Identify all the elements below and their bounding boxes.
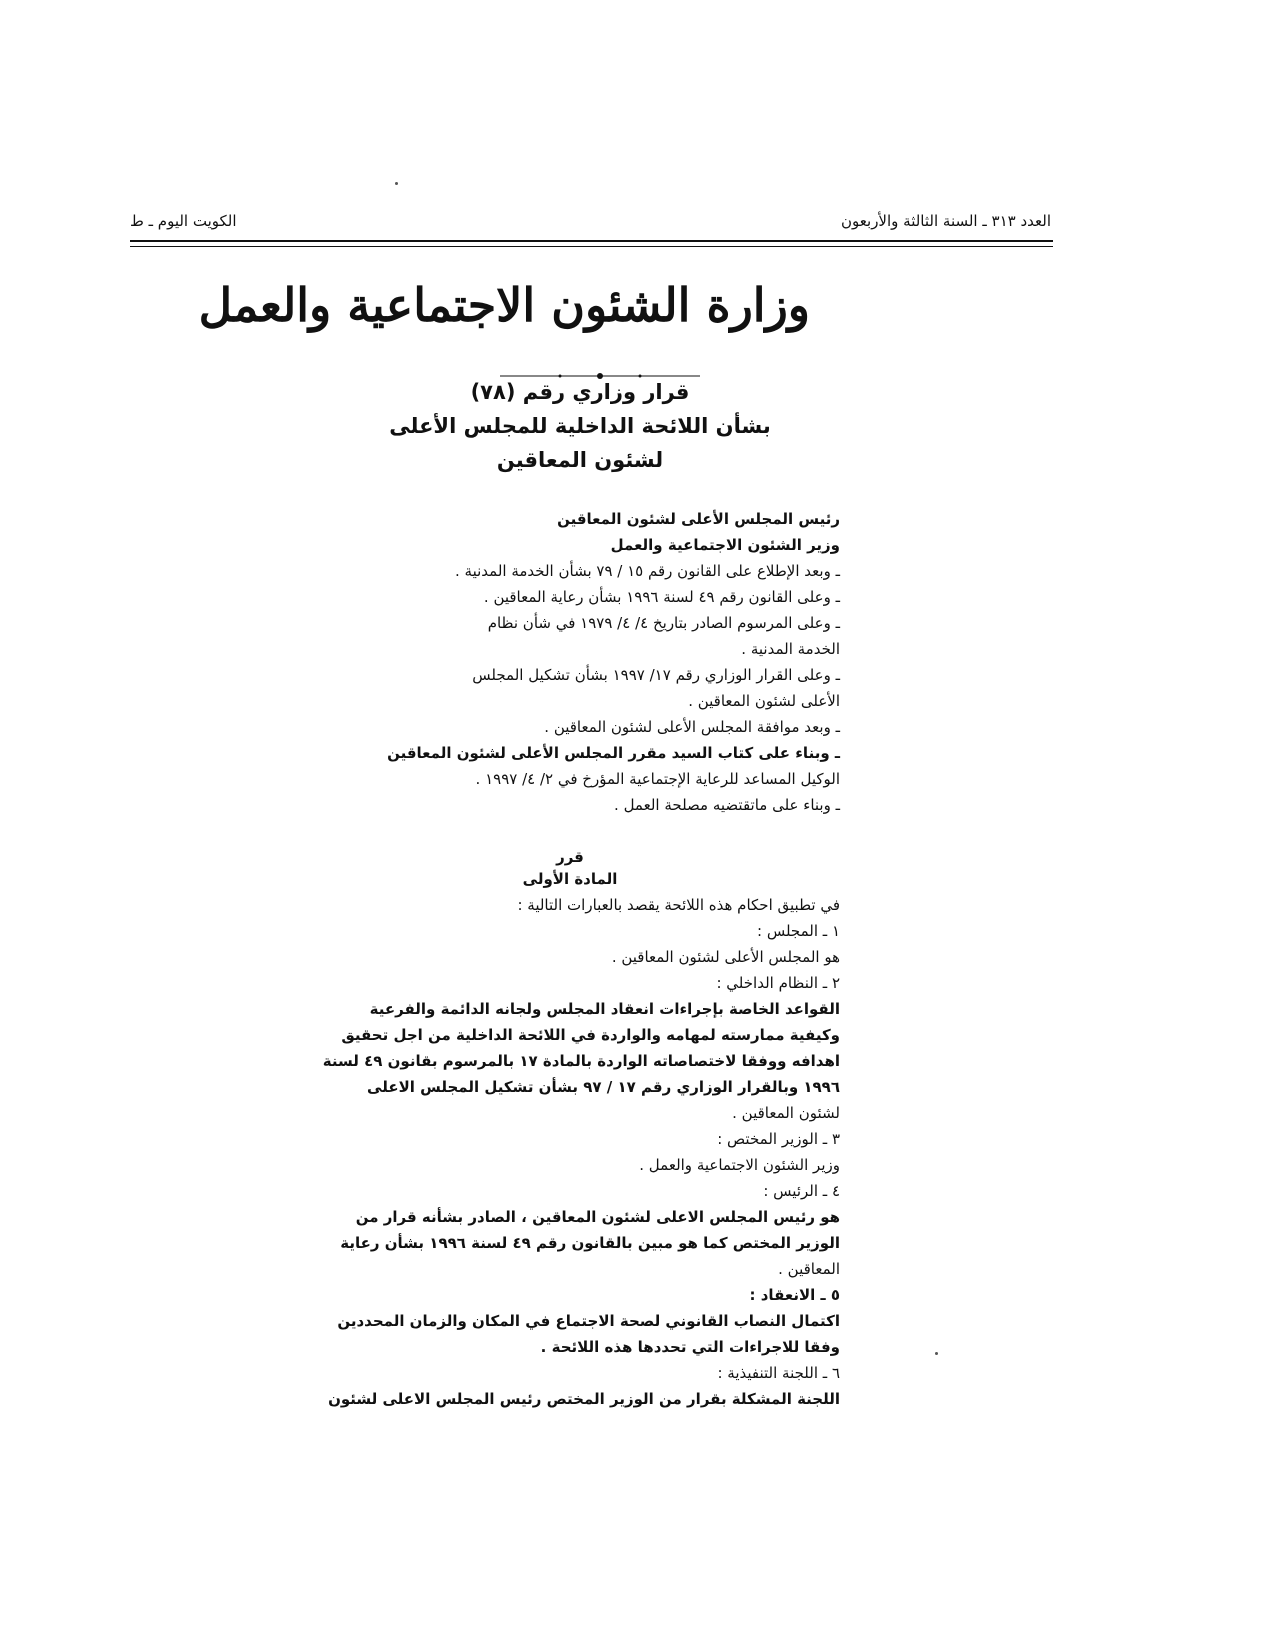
- preamble-line: الأعلى لشئون المعاقين .: [688, 692, 840, 710]
- article-line: اهدافه ووفقا لاختصاصاته الواردة بالمادة ١٧ بالمرسوم بقانون ٤٩ لسنة: [322, 1052, 840, 1070]
- decision-subject-2: لشئون المعاقين: [496, 448, 664, 472]
- preamble-line: رئيس المجلس الأعلى لشئون المعاقين: [557, 510, 840, 528]
- header-rule: [130, 240, 1053, 242]
- header-rule-thin: [130, 246, 1053, 247]
- article-line: ٦ ـ اللجنة التنفيذية :: [717, 1364, 840, 1382]
- article-line: الوزير المختص كما هو مبين بالقانون رقم ٤٩ لسنة ١٩٩٦ بشأن رعاية: [340, 1234, 840, 1252]
- article-line: القواعد الخاصة بإجراءات انعقاد المجلس ولجانه الدائمة والفرعية: [369, 1000, 840, 1018]
- decided-heading: قرر: [556, 848, 584, 866]
- preamble-line: ـ وبناء على كتاب السيد مقرر المجلس الأعلى لشئون المعاقين: [387, 744, 840, 762]
- decision-title: قرار وزاري رقم (٧٨): [470, 380, 690, 404]
- article-line: المعاقين .: [778, 1260, 840, 1278]
- article-line: ٥ ـ الانعقاد :: [749, 1286, 840, 1304]
- preamble-line: ـ وبناء على ماتقتضيه مصلحة العمل .: [614, 796, 840, 814]
- article-line: ٤ ـ الرئيس :: [763, 1182, 840, 1200]
- article-heading: المادة الأولى: [522, 870, 618, 888]
- article-line: وكيفية ممارسته لمهامه والواردة في اللائحة الداخلية من اجل تحقيق: [341, 1026, 840, 1044]
- scan-speck: [395, 182, 398, 185]
- article-line: اكتمال النصاب القانوني لصحة الاجتماع في المكان والزمان المحددين: [337, 1312, 840, 1330]
- article-line: وفقا للاجراءات التي تحددها هذه اللائحة .: [540, 1338, 840, 1356]
- preamble-line: الوكيل المساعد للرعاية الإجتماعية المؤرخ في ٢/ ٤/ ١٩٩٧ .: [475, 770, 840, 788]
- article-line: ١ ـ المجلس :: [757, 922, 840, 940]
- scan-speck: [935, 1352, 938, 1355]
- issue-header: العدد ٣١٣ ـ السنة الثالثة والأربعون: [841, 212, 1051, 230]
- preamble-line: ـ وعلى القرار الوزاري رقم ١٧/ ١٩٩٧ بشأن تشكيل المجلس: [472, 666, 840, 684]
- decision-subject: بشأن اللائحة الداخلية للمجلس الأعلى: [389, 414, 771, 438]
- article-line: ٢ ـ النظام الداخلي :: [716, 974, 840, 992]
- preamble-line: ـ وعلى المرسوم الصادر بتاريخ ٤/ ٤/ ١٩٧٩ في شأن نظام: [487, 614, 840, 632]
- article-line: هو المجلس الأعلى لشئون المعاقين .: [611, 948, 840, 966]
- article-line: ٣ ـ الوزير المختص :: [717, 1130, 840, 1148]
- article-line: اللجنة المشكلة بقرار من الوزير المختص رئيس المجلس الاعلى لشئون: [328, 1390, 840, 1408]
- ministry-masthead: وزارة الشئون الاجتماعية والعمل: [198, 278, 810, 332]
- preamble-line: ـ وعلى القانون رقم ٤٩ لسنة ١٩٩٦ بشأن رعاية المعاقين .: [483, 588, 840, 606]
- article-line: ١٩٩٦ وبالقرار الوزاري رقم ١٧ / ٩٧ بشأن تشكيل المجلس الاعلى: [367, 1078, 840, 1096]
- page-header: الكويت اليوم ـ ط: [130, 212, 237, 230]
- article-line: لشئون المعاقين .: [732, 1104, 840, 1122]
- preamble-line: وزير الشئون الاجتماعية والعمل: [610, 536, 840, 554]
- article-line: وزير الشئون الاجتماعية والعمل .: [639, 1156, 840, 1174]
- preamble-line: ـ وبعد الإطلاع على القانون رقم ١٥ / ٧٩ بشأن الخدمة المدنية .: [455, 562, 840, 580]
- preamble-line: الخدمة المدنية .: [741, 640, 840, 658]
- preamble-line: ـ وبعد موافقة المجلس الأعلى لشئون المعاقين .: [544, 718, 840, 736]
- article-line: في تطبيق احكام هذه اللائحة يقصد بالعبارات التالية :: [517, 896, 840, 914]
- article-line: هو رئيس المجلس الاعلى لشئون المعاقين ، الصادر بشأنه قرار من: [355, 1208, 840, 1226]
